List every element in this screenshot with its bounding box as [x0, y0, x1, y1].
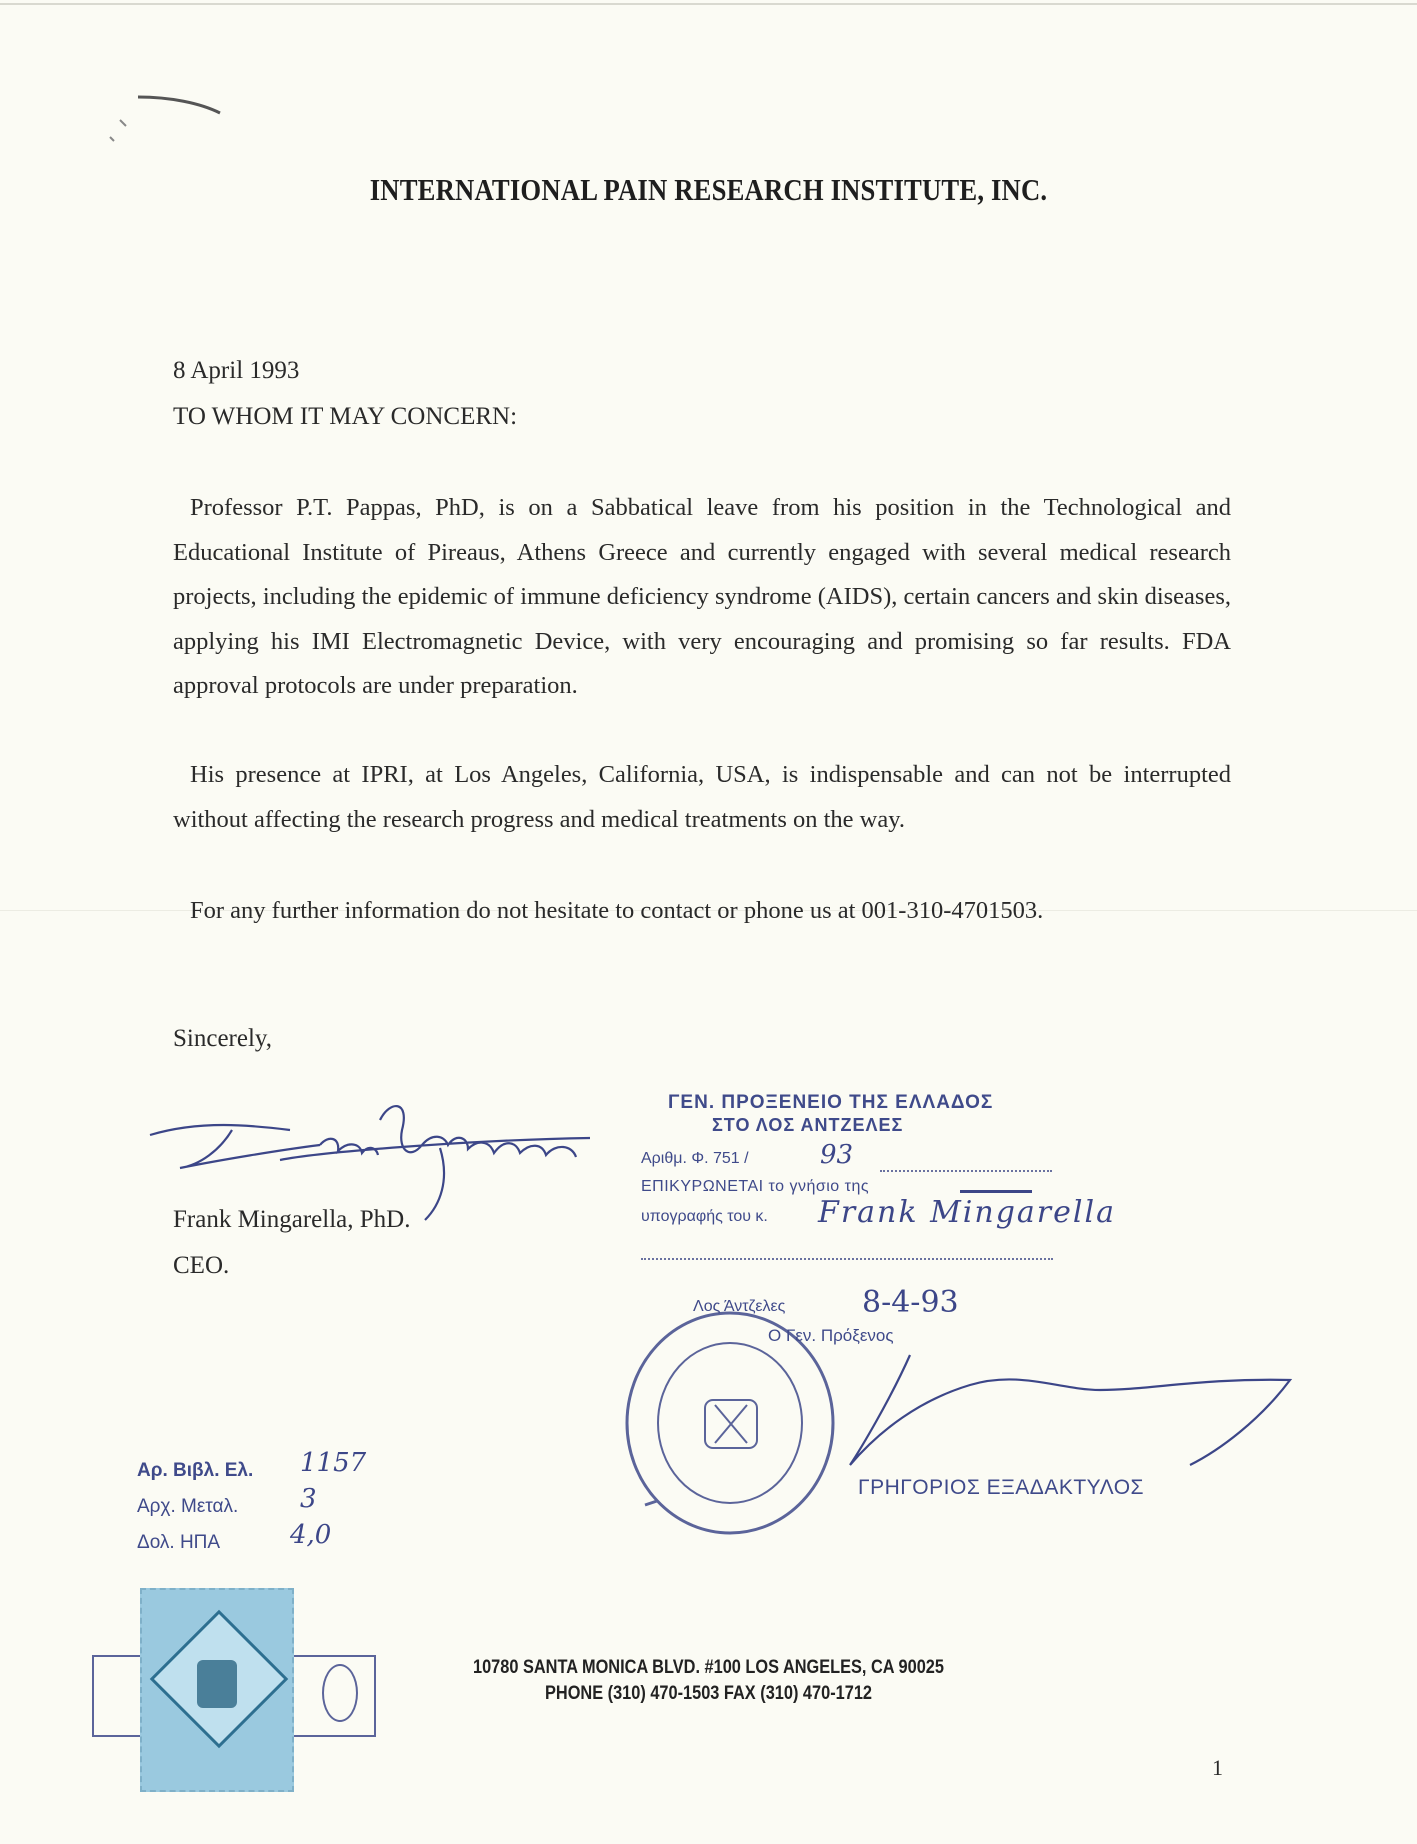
stamp-date-value: 8-4-93: [862, 1285, 959, 1320]
paragraph-1-text: Professor P.T. Pappas, PhD, is on a Sabbatical leave from his position in the Technological and Educational Institute of Pireaus, Athens Greece and currently engaged with several medical research projects, including the epidemic of immune deficiency syndrome (AIDS), certain cancers and skin diseases, applying his IMI Electromagnetic Device, with very encouraging and promising so far results. FDA approval protocols are under preparation.: [173, 494, 1231, 699]
consul-signature: [820, 1340, 1300, 1480]
letter-date: 8 April 1993: [173, 357, 300, 384]
body-paragraph-3: [173, 889, 1231, 934]
paragraph-2-text: His presence at IPRI, at Los Angeles, California, USA, is indispensable and can not be interrupted without affecting the research progress and medical treatments on the way.: [173, 761, 1231, 833]
closing: Sincerely,: [173, 1025, 273, 1052]
registry-record-label: Αρχ. Μεταλ.: [137, 1496, 239, 1517]
footer-contact: PHONE (310) 470-1503 FAX (310) 470-1712: [545, 1683, 872, 1704]
stamp-confirm-text: ΕΠΙΚΥΡΩΝΕΤΑΙ το γνήσιο της: [641, 1178, 870, 1195]
stamp-signature-of-label: υπογραφής του κ.: [641, 1208, 768, 1225]
stamp-divider: [641, 1258, 1053, 1260]
letterhead-title: INTERNATIONAL PAIN RESEARCH INSTITUTE, INC.: [369, 172, 1048, 207]
registry-record-value: 3: [300, 1484, 317, 1514]
stamp-consul-label: Ο Γεν. Πρόξενος: [768, 1326, 894, 1345]
salutation: TO WHOM IT MAY CONCERN:: [173, 403, 518, 430]
page-number: 1: [1212, 1755, 1223, 1780]
registry-book-value: 1157: [300, 1448, 367, 1478]
stamp-consul-name: ΓΡΗΓΟΡΙΟΣ ΕΞΑΔΑΚΤΥΛΟΣ: [858, 1476, 1145, 1499]
pen-mark: [80, 85, 230, 155]
paragraph-3-text: For any further information do not hesitate to contact or phone us at 001-310-4701503.: [190, 897, 1044, 924]
consulate-round-seal: [615, 1275, 845, 1555]
stamp-strikethrough: [960, 1190, 1032, 1193]
stamp-place-label: Λος Άντζελες: [693, 1298, 786, 1315]
signatory-name: Frank Mingarella, PhD.: [173, 1206, 411, 1233]
body-paragraph-1: [173, 486, 1231, 709]
stamp-number-value: 93: [820, 1140, 854, 1170]
registry-fee-value: 4,0: [290, 1520, 332, 1550]
fold-line-top: [0, 3, 1417, 5]
stamp-number-dots: [880, 1170, 1052, 1172]
consulate-stamp-header-2: ΣΤΟ ΛΟΣ ΑΝΤΖΕΛΕΣ: [712, 1115, 904, 1135]
stamp-number-label: Αριθμ. Φ. 751 /: [641, 1150, 749, 1167]
stamp-signature-name: Frank Mingarella: [818, 1195, 1116, 1230]
footer-address: 10780 SANTA MONICA BLVD. #100 LOS ANGELES, CA 90025: [473, 1657, 944, 1678]
signatory-title: CEO.: [173, 1252, 230, 1279]
body-paragraph-2: [173, 753, 1231, 842]
registry-fee-label: Δολ. ΗΠΑ: [137, 1532, 221, 1553]
registry-book-label: Αρ. Βιβλ. Ελ.: [137, 1460, 254, 1481]
consulate-stamp-header-1: ΓΕΝ. ΠΡΟΞΕΝΕΙΟ ΤΗΣ ΕΛΛΑΔΟΣ: [668, 1092, 994, 1113]
